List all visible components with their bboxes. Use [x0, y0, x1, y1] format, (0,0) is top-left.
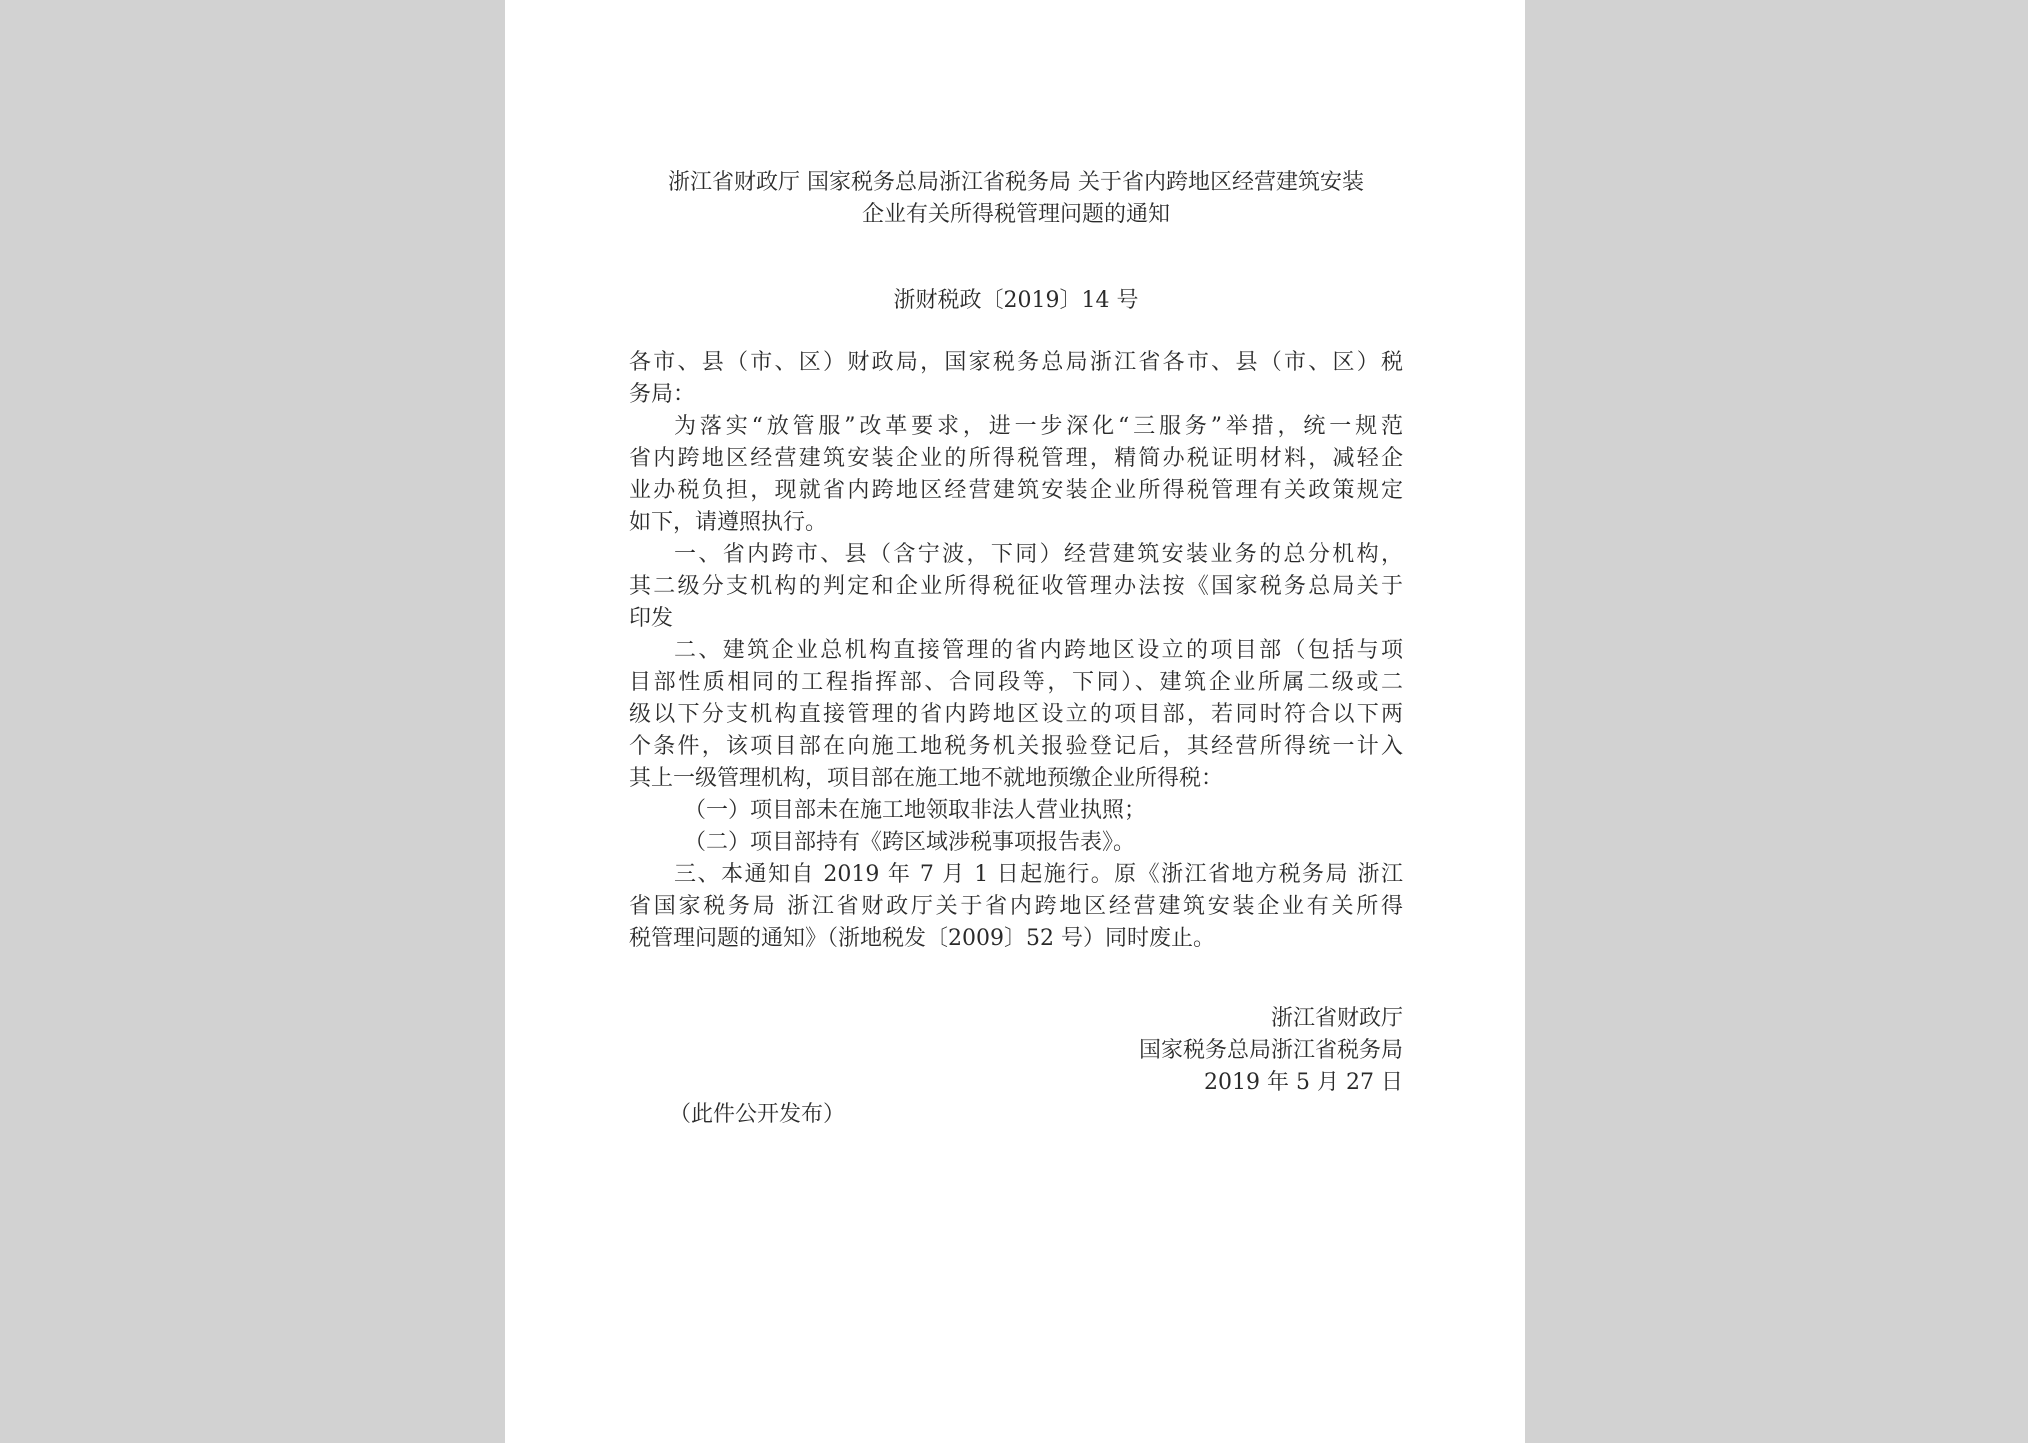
item2-line-4: 个条件，该项目部在向施工地税务机关报验登记后，其经营所得统一计入 — [629, 734, 1403, 759]
condition-2: （二）项目部持有《跨区域涉税事项报告表》。 — [684, 830, 1136, 855]
intro-line-4: 如下，请遵照执行。 — [629, 510, 828, 535]
item1-line-3: 印发 — [629, 606, 674, 631]
signature-tax-bureau: 国家税务总局浙江省税务局 — [1138, 1038, 1403, 1063]
intro-line-3: 业办税负担，现就省内跨地区经营建筑安装企业所得税管理有关政策规定 — [629, 478, 1403, 503]
item2-line-2: 目部性质相同的工程指挥部、合同段等，下同）、建筑企业所属二级或二 — [629, 670, 1403, 695]
intro-line-2: 省内跨地区经营建筑安装企业的所得税管理，精简办税证明材料，减轻企 — [629, 446, 1403, 471]
addressee-line-1: 各市、县（市、区）财政局，国家税务总局浙江省各市、县（市、区）税 — [629, 350, 1403, 375]
item3-line-1: 三、本通知自 2019 年 7 月 1 日起施行。原《浙江省地方税务局 浙江 — [674, 862, 1403, 887]
document-number: 浙财税政〔2019〕14 号 — [893, 288, 1139, 313]
item1-line-1: 一、省内跨市、县（含宁波，下同）经营建筑安装业务的总分机构， — [674, 542, 1403, 567]
signature-date: 2019 年 5 月 27 日 — [1204, 1070, 1403, 1095]
title-line-2: 企业有关所得税管理问题的通知 — [861, 202, 1170, 227]
item2-line-5: 其上一级管理机构，项目部在施工地不就地预缴企业所得税： — [629, 766, 1224, 791]
item3-line-3: 税管理问题的通知》（浙地税发〔2009〕52 号）同时废止。 — [629, 926, 1215, 951]
intro-line-1: 为落实“放管服”改革要求，进一步深化“三服务”举措，统一规范 — [674, 414, 1403, 439]
publication-note: （此件公开发布） — [669, 1102, 846, 1127]
document-page — [505, 0, 1525, 1443]
condition-1: （一）项目部未在施工地领取非法人营业执照； — [684, 798, 1147, 823]
item3-line-2: 省国家税务局 浙江省财政厅关于省内跨地区经营建筑安装企业有关所得 — [629, 894, 1403, 919]
item2-line-1: 二、建筑企业总机构直接管理的省内跨地区设立的项目部（包括与项 — [674, 638, 1403, 663]
signature-finance-dept: 浙江省财政厅 — [1270, 1006, 1403, 1031]
item1-line-2: 其二级分支机构的判定和企业所得税征收管理办法按《国家税务总局关于 — [629, 574, 1403, 599]
item2-line-3: 级以下分支机构直接管理的省内跨地区设立的项目部，若同时符合以下两 — [629, 702, 1403, 727]
title-line-1: 浙江省财政厅 国家税务总局浙江省税务局 关于省内跨地区经营建筑安装 — [668, 170, 1364, 195]
addressee-line-2: 务局： — [629, 382, 696, 407]
